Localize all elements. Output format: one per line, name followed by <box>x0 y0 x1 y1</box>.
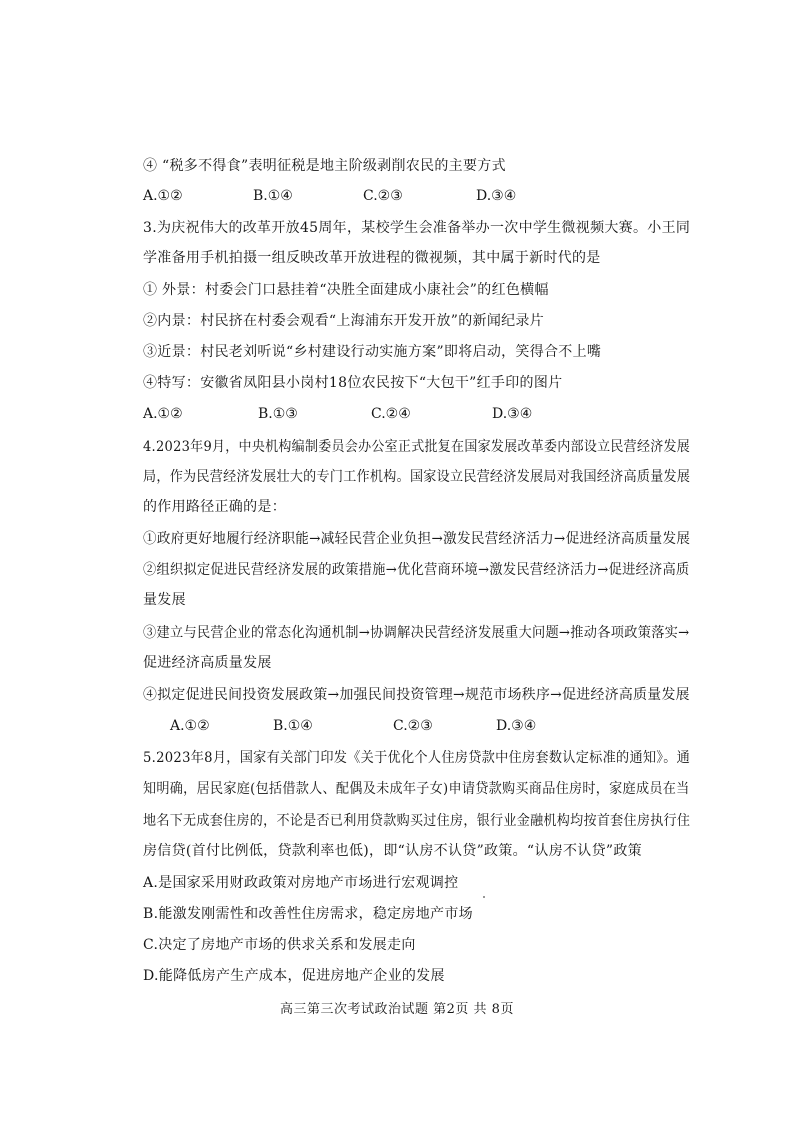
q5-stem-line-4: 房信贷(首付比例低，贷款利率也低)，即“认房不认贷”政策。“认房不认贷”政策 <box>143 843 642 859</box>
q3-stem-line-1: 3.为庆祝伟大的改革开放45周年，某校学生会准备举办一次中学生微视频大赛。小王同 <box>143 220 691 236</box>
q2-option-4: ④ “税多不得食”表明征税是地主阶级剥削农民的主要方式 <box>143 158 506 174</box>
q4-choice-d: D.③④ <box>496 718 537 734</box>
q3-stem-line-2: 学准备用手机拍摄一组反映改革开放进程的微视频，其中属于新时代的是 <box>143 250 601 266</box>
q4-option-3-line-2: 促进经济高质量发展 <box>143 655 272 671</box>
q5-option-a: A.是国家采用财政政策对房地产市场进行宏观调控 <box>143 875 459 891</box>
q2-choice-d: D.③④ <box>476 188 517 204</box>
q5-option-b: B.能激发刚需性和改善性住房需求，稳定房地产市场 <box>143 906 473 922</box>
q4-stem-line-2: 局，作为民营经济发展壮大的专门工作机构。国家设立民营经济发展局对我国经济高质量发展 <box>143 469 691 485</box>
q3-option-1: ① 外景：村委会门口悬挂着“决胜全面建成小康社会”的红色横幅 <box>143 282 549 298</box>
q5-stem-line-2: 知明确，居民家庭(包括借款人、配偶及未成年子女)申请贷款购买商品住房时，家庭成员在当 <box>143 781 690 797</box>
q4-option-3-line-1: ③建立与民营企业的常态化沟通机制→协调解决民营经济发展重大问题→推动各项政策落实→ <box>143 625 690 641</box>
q5-option-c: C.决定了房地产市场的供求关系和发展走向 <box>143 937 416 953</box>
q4-choice-c: C.②③ <box>393 718 433 734</box>
q4-choice-b: B.①④ <box>273 718 313 734</box>
q3-option-4: ④特写：安徽省凤阳县小岗村18位农民按下“大包干”红手印的图片 <box>143 375 563 391</box>
q4-stem-line-1: 4.2023年9月，中央机构编制委员会办公室正式批复在国家发展改革委内部设立民营经济发展 <box>143 439 691 455</box>
q4-choice-a: A.①② <box>170 718 210 734</box>
q4-stem-line-3: 的作用路径正确的是： <box>143 499 286 515</box>
q3-choice-c: C.②④ <box>371 406 411 422</box>
q4-option-4: ④拟定促进民间投资发展政策→加强民间投资管理→规范市场秩序→促进经济高质量发展 <box>143 687 690 703</box>
q4-option-2-line-2: 量发展 <box>143 592 186 608</box>
q5-stem-line-1: 5.2023年8月，国家有关部门印发《关于优化个人住房贷款中住房套数认定标准的通知》。通 <box>143 750 691 766</box>
q5-stem-line-3: 地名下无成套住房的，不论是否已利用贷款购买过住房，银行业金融机构均按首套住房执行住 <box>143 813 691 829</box>
q3-choice-d: D.③④ <box>492 406 533 422</box>
q3-option-2: ②内景：村民挤在村委会观看“上海浦东开发开放”的新闻纪录片 <box>143 313 545 329</box>
q3-choice-a: A.①② <box>143 406 183 422</box>
q3-option-3: ③近景：村民老刘听说“乡村建设行动实施方案”即将启动，笑得合不上嘴 <box>143 344 602 360</box>
q3-choice-b: B.①③ <box>258 406 298 422</box>
q4-option-1: ①政府更好地履行经济职能→减轻民营企业负担→激发民营经济活力→促进经济高质量发展 <box>143 531 691 547</box>
q2-choice-a: A.①② <box>143 188 183 204</box>
scan-speck <box>483 896 485 898</box>
q2-choice-c: C.②③ <box>363 188 403 204</box>
q5-option-d: D.能降低房产生产成本，促进房地产企业的发展 <box>143 968 445 984</box>
page-footer: 高三第三次考试政治试题 第2页 共 8页 <box>280 1002 514 1017</box>
q2-choice-b: B.①④ <box>253 188 293 204</box>
q4-option-2-line-1: ②组织拟定促进民营经济发展的政策措施→优化营商环境→激发民营经济活力→促进经济高质 <box>143 562 690 578</box>
